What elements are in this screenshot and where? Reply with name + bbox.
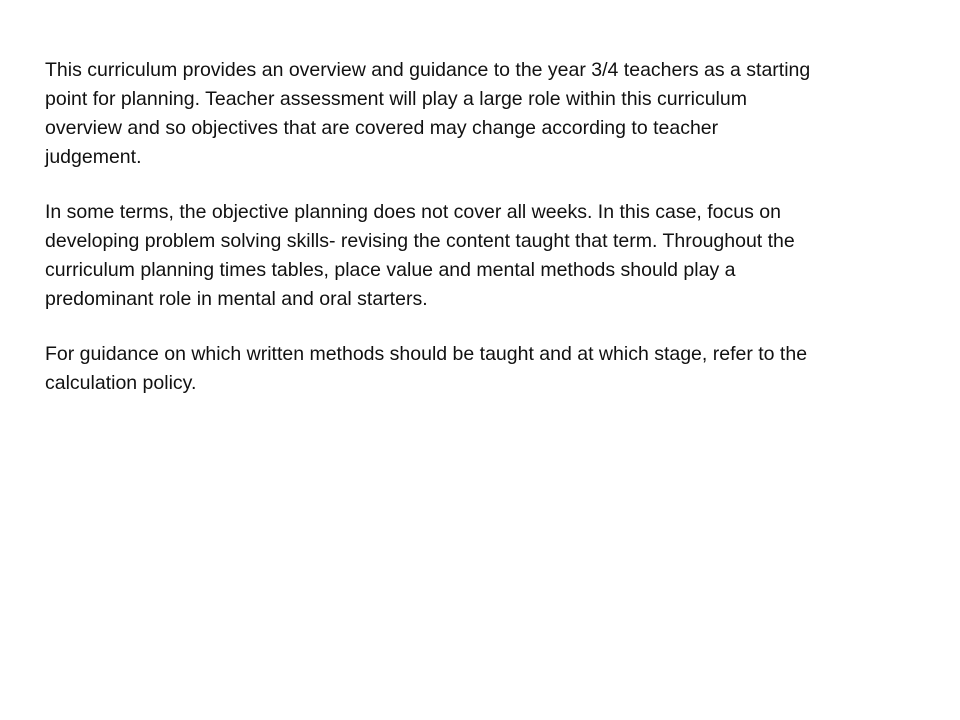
paragraph-line: overview and so objectives that are covered may change according to teacher: [45, 117, 719, 139]
paragraph-line: curriculum planning times tables, place value and mental methods should play a: [45, 259, 736, 281]
paragraph-line: In some terms, the objective planning does not cover all weeks. In this case, focus on: [45, 201, 781, 223]
paragraph-line: predominant role in mental and oral starters.: [45, 288, 428, 310]
paragraph-line: point for planning. Teacher assessment will play a large role within this curriculum: [45, 88, 747, 110]
paragraph-line: calculation policy.: [45, 372, 197, 394]
paragraph-written-methods: [45, 340, 945, 398]
paragraph-objective-planning: [45, 198, 945, 314]
paragraph-curriculum-overview: [45, 56, 945, 172]
text-body: [45, 56, 945, 424]
paragraph-line: For guidance on which written methods should be taught and at which stage, refer to the: [45, 343, 808, 365]
paragraph-line: judgement.: [45, 146, 142, 168]
paragraph-line: developing problem solving skills- revising the content taught that term. Throughout the: [45, 230, 795, 252]
paragraph-line: This curriculum provides an overview and guidance to the year 3/4 teachers as a starting: [45, 59, 811, 81]
